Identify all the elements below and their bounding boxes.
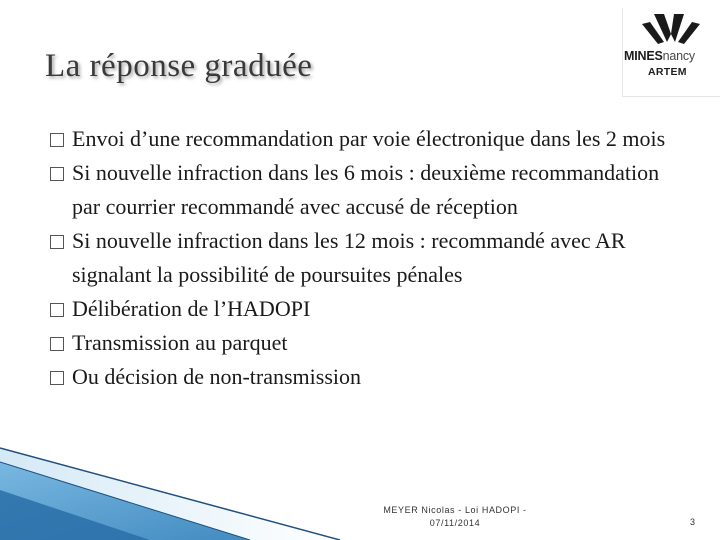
page-number: 3 — [690, 517, 696, 527]
checkbox-bullet-icon — [50, 337, 64, 351]
checkbox-bullet-icon — [50, 303, 64, 317]
bullet-text: Envoi d’une recommandation par voie électronique dans les 2 mois — [72, 126, 666, 151]
logo-subtitle: ARTEM — [648, 66, 687, 78]
bullet-item — [48, 326, 688, 360]
checkbox-bullet-icon — [50, 167, 64, 181]
decorative-wave — [0, 440, 340, 540]
bullet-list — [48, 122, 688, 394]
checkbox-bullet-icon — [50, 235, 64, 249]
bullet-text: Transmission au parquet — [72, 330, 288, 355]
bullet-item — [48, 360, 688, 394]
bullet-item — [48, 156, 688, 224]
bullet-text: Si nouvelle infraction dans les 6 mois : deuxième recommandation par courrier recommandé avec accusé de réception — [72, 160, 660, 219]
bullet-item — [48, 122, 688, 156]
footer-date: 07/11/2014 — [429, 518, 481, 528]
logo-name-light: nancy — [662, 49, 695, 63]
bullet-text: Délibération de l’HADOPI — [72, 296, 311, 321]
footer-author-name: MEYER Nicolas - Loi HADOPI - — [383, 505, 527, 515]
checkbox-bullet-icon — [50, 133, 64, 147]
logo-wordmark — [624, 49, 720, 63]
bullet-text: Ou décision de non-transmission — [72, 364, 362, 389]
bullet-item — [48, 224, 688, 292]
bullet-text: Si nouvelle infraction dans les 12 mois : recommandé avec AR signalant la possibilité de poursuites pénales — [72, 228, 626, 287]
bullet-item — [48, 292, 688, 326]
slide-title: La réponse graduée — [45, 48, 313, 84]
mines-logo-icon — [640, 12, 702, 46]
footer-author — [375, 504, 535, 530]
checkbox-bullet-icon — [50, 371, 64, 385]
logo-name-bold: MINES — [624, 49, 663, 63]
